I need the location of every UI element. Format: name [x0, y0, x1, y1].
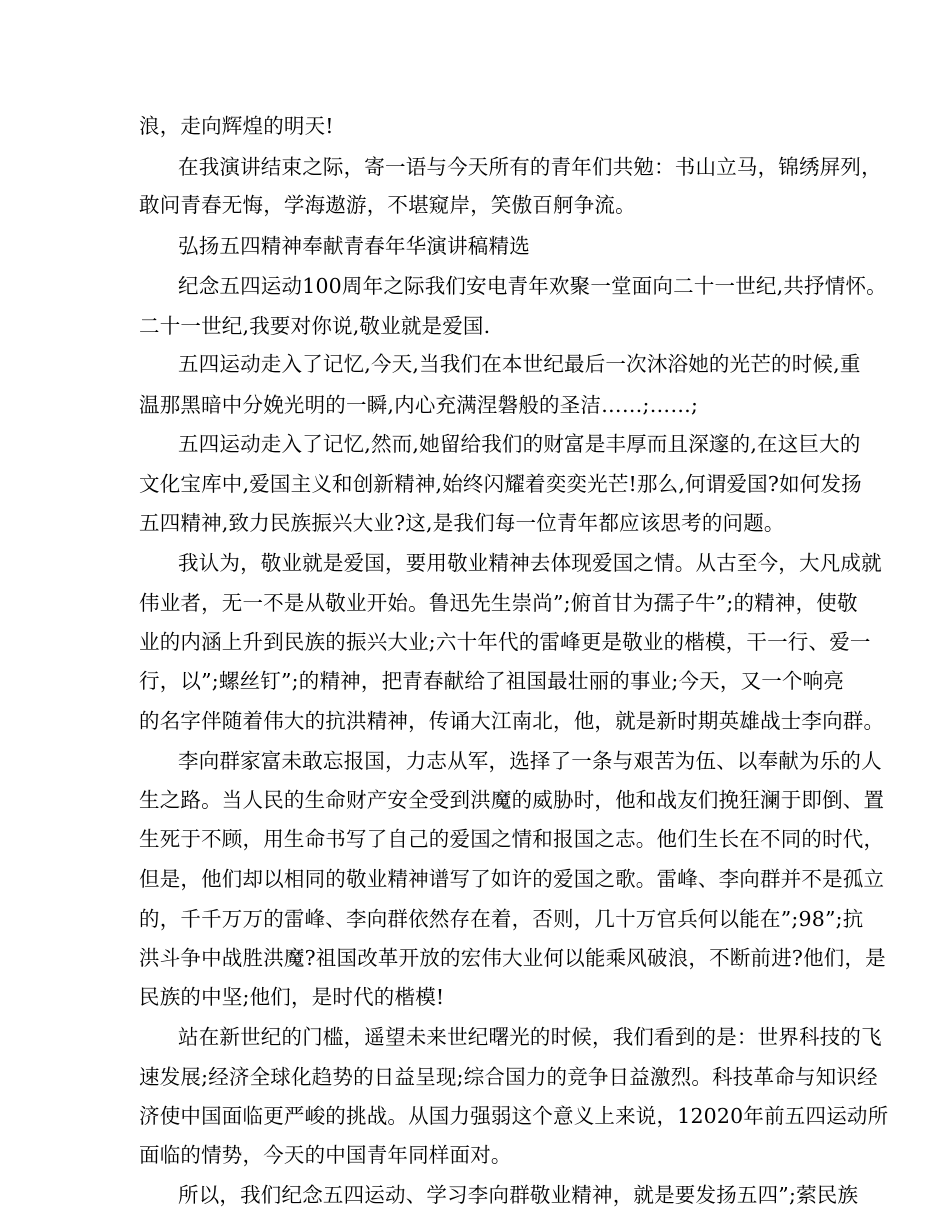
text-line: 的，千千万万的雷峰、李向群依然存在着，否则，几十万官兵何以能在”;98”;抗: [139, 907, 864, 931]
text-line: 李向群家富未敢忘报国，力志从军，选择了一条与艰苦为伍、以奉献为乐的人: [178, 749, 882, 773]
text-line: 伟业者，无一不是从敬业开始。鲁迅先生崇尚”;俯首甘为孺子牛”;的精神，使敬: [139, 591, 858, 615]
text-line: 生之路。当人民的生命财产安全受到洪魔的威胁时，他和战友们挽狂澜于即倒、置: [139, 788, 885, 812]
text-line: 生死于不顾，用生命书写了自己的爱国之情和报国之志。他们生长在不同的时代，: [139, 827, 885, 851]
text-line: 在我演讲结束之际，寄一语与今天所有的青年们共勉：书山立马，锦绣屏列，: [178, 155, 882, 179]
text-line: 纪念五四运动100周年之际我们安电青年欢聚一堂面向二十一世纪,共抒情怀。: [178, 274, 887, 298]
section-title: 弘扬五四精神奉献青春年华演讲稿精选: [178, 234, 530, 258]
text-line: 但是，他们却以相同的敬业精神谱写了如许的爱国之歌。雷峰、李向群并不是孤立: [139, 867, 885, 891]
text-line: 的名字伴随着伟大的抗洪精神，传诵大江南北，他，就是新时期英雄战士李向群。: [139, 709, 885, 733]
text-line: 浪，走向辉煌的明天!: [139, 114, 334, 138]
text-line: 面临的情势，今天的中国青年同样面对。: [139, 1143, 512, 1167]
text-line: 民族的中坚;他们，是时代的楷模!: [139, 985, 445, 1009]
text-line: 五四运动走入了记忆,然而,她留给我们的财富是丰厚而且深邃的,在这巨大的: [178, 432, 861, 456]
text-line: 业的内涵上升到民族的振兴大业;六十年代的雷峰更是敬业的楷模，干一行、爱一: [139, 630, 871, 654]
text-line: 洪斗争中战胜洪魔?祖国改革开放的宏伟大业何以能乘风破浪，不断前进?他们，是: [139, 946, 886, 970]
text-line: 温那黑暗中分娩光明的一瞬,内心充满涅磐般的圣洁……;……;: [139, 393, 699, 417]
text-line: 二十一世纪,我要对你说,敬业就是爱国.: [139, 314, 491, 338]
text-line: 五四精神,致力民族振兴大业?这,是我们每一位青年都应该思考的问题。: [139, 511, 785, 535]
text-line: 速发展;经济全球化趋势的日益呈现;综合国力的竞争日益激烈。科技革命与知识经: [139, 1065, 878, 1089]
text-line: 我认为，敬业就是爱国，要用敬业精神去体现爱国之情。从古至今，大凡成就: [178, 551, 882, 575]
text-line: 文化宝库中,爱国主义和创新精神,始终闪耀着奕奕光芒!那么,何谓爱国?如何发扬: [139, 472, 862, 496]
text-line: 站在新世纪的门槛，遥望未来世纪曙光的时候，我们看到的是：世界科技的飞: [178, 1025, 882, 1049]
text-line: 行，以”;螺丝钉”;的精神，把青春献给了祖国最壮丽的事业;今天，又一个响亮: [139, 669, 845, 693]
text-line: 济使中国面临更严峻的挑战。从国力强弱这个意义上来说，12020年前五四运动所: [139, 1104, 889, 1128]
text-line: 所以，我们纪念五四运动、学习李向群敬业精神，就是要发扬五四”;萦民族: [178, 1183, 859, 1207]
text-line: 五四运动走入了记忆,今天,当我们在本世纪最后一次沐浴她的光芒的时候,重: [178, 352, 861, 376]
text-line: 敢问青春无悔，学海遨游，不堪窥岸，笑傲百舸争流。: [139, 193, 636, 217]
